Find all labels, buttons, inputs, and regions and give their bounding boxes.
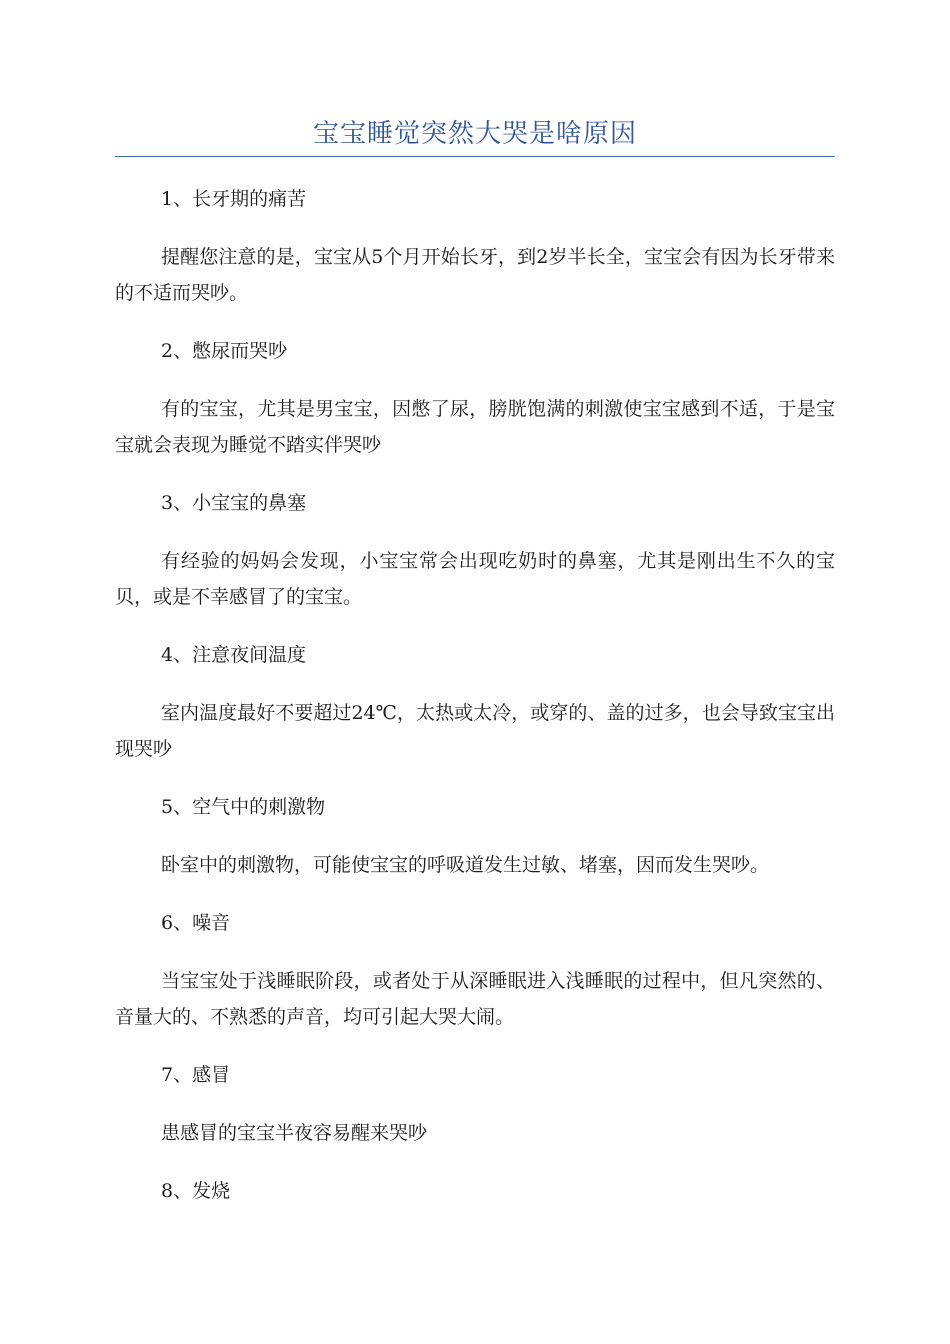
section-heading-7: 7、感冒 <box>161 1064 231 1086</box>
section-paragraph-1: 提醒您注意的是，宝宝从5个月开始长牙，到2岁半长全，宝宝会有因为长牙带来的不适而哭吵。 <box>115 246 835 304</box>
section-paragraph-4: 室内温度最好不要超过24℃，太热或太冷，或穿的、盖的过多，也会导致宝宝出现哭吵 <box>115 702 835 760</box>
section-heading-3: 3、小宝宝的鼻塞 <box>161 492 307 514</box>
section-paragraph-3: 有经验的妈妈会发现，小宝宝常会出现吃奶时的鼻塞，尤其是刚出生不久的宝贝，或是不幸感冒了的宝宝。 <box>115 550 835 608</box>
section-heading-6: 6、噪音 <box>161 912 231 934</box>
section-heading-4: 4、注意夜间温度 <box>161 644 307 666</box>
document-title: 宝宝睡觉突然大哭是啥原因 <box>312 119 637 149</box>
section-heading-1: 1、长牙期的痛苦 <box>161 188 307 210</box>
document-body <box>115 181 835 1209</box>
document-page <box>115 0 835 1231</box>
section-paragraph-6: 当宝宝处于浅睡眠阶段，或者处于从深睡眠进入浅睡眠的过程中，但凡突然的、音量大的、不熟悉的声音，均可引起大哭大闹。 <box>115 970 835 1028</box>
title-underline <box>115 156 835 157</box>
section-heading-5: 5、空气中的刺激物 <box>161 796 326 818</box>
section-heading-8: 8、发烧 <box>161 1180 231 1202</box>
section-heading-2: 2、憋尿而哭吵 <box>161 340 288 362</box>
section-paragraph-7: 患感冒的宝宝半夜容易醒来哭吵 <box>161 1122 428 1144</box>
section-paragraph-2: 有的宝宝，尤其是男宝宝，因憋了尿，膀胱饱满的刺激使宝宝感到不适，于是宝宝就会表现为睡觉不踏实伴哭吵 <box>115 398 835 456</box>
section-paragraph-5: 卧室中的刺激物，可能使宝宝的呼吸道发生过敏、堵塞，因而发生哭吵。 <box>161 854 770 876</box>
